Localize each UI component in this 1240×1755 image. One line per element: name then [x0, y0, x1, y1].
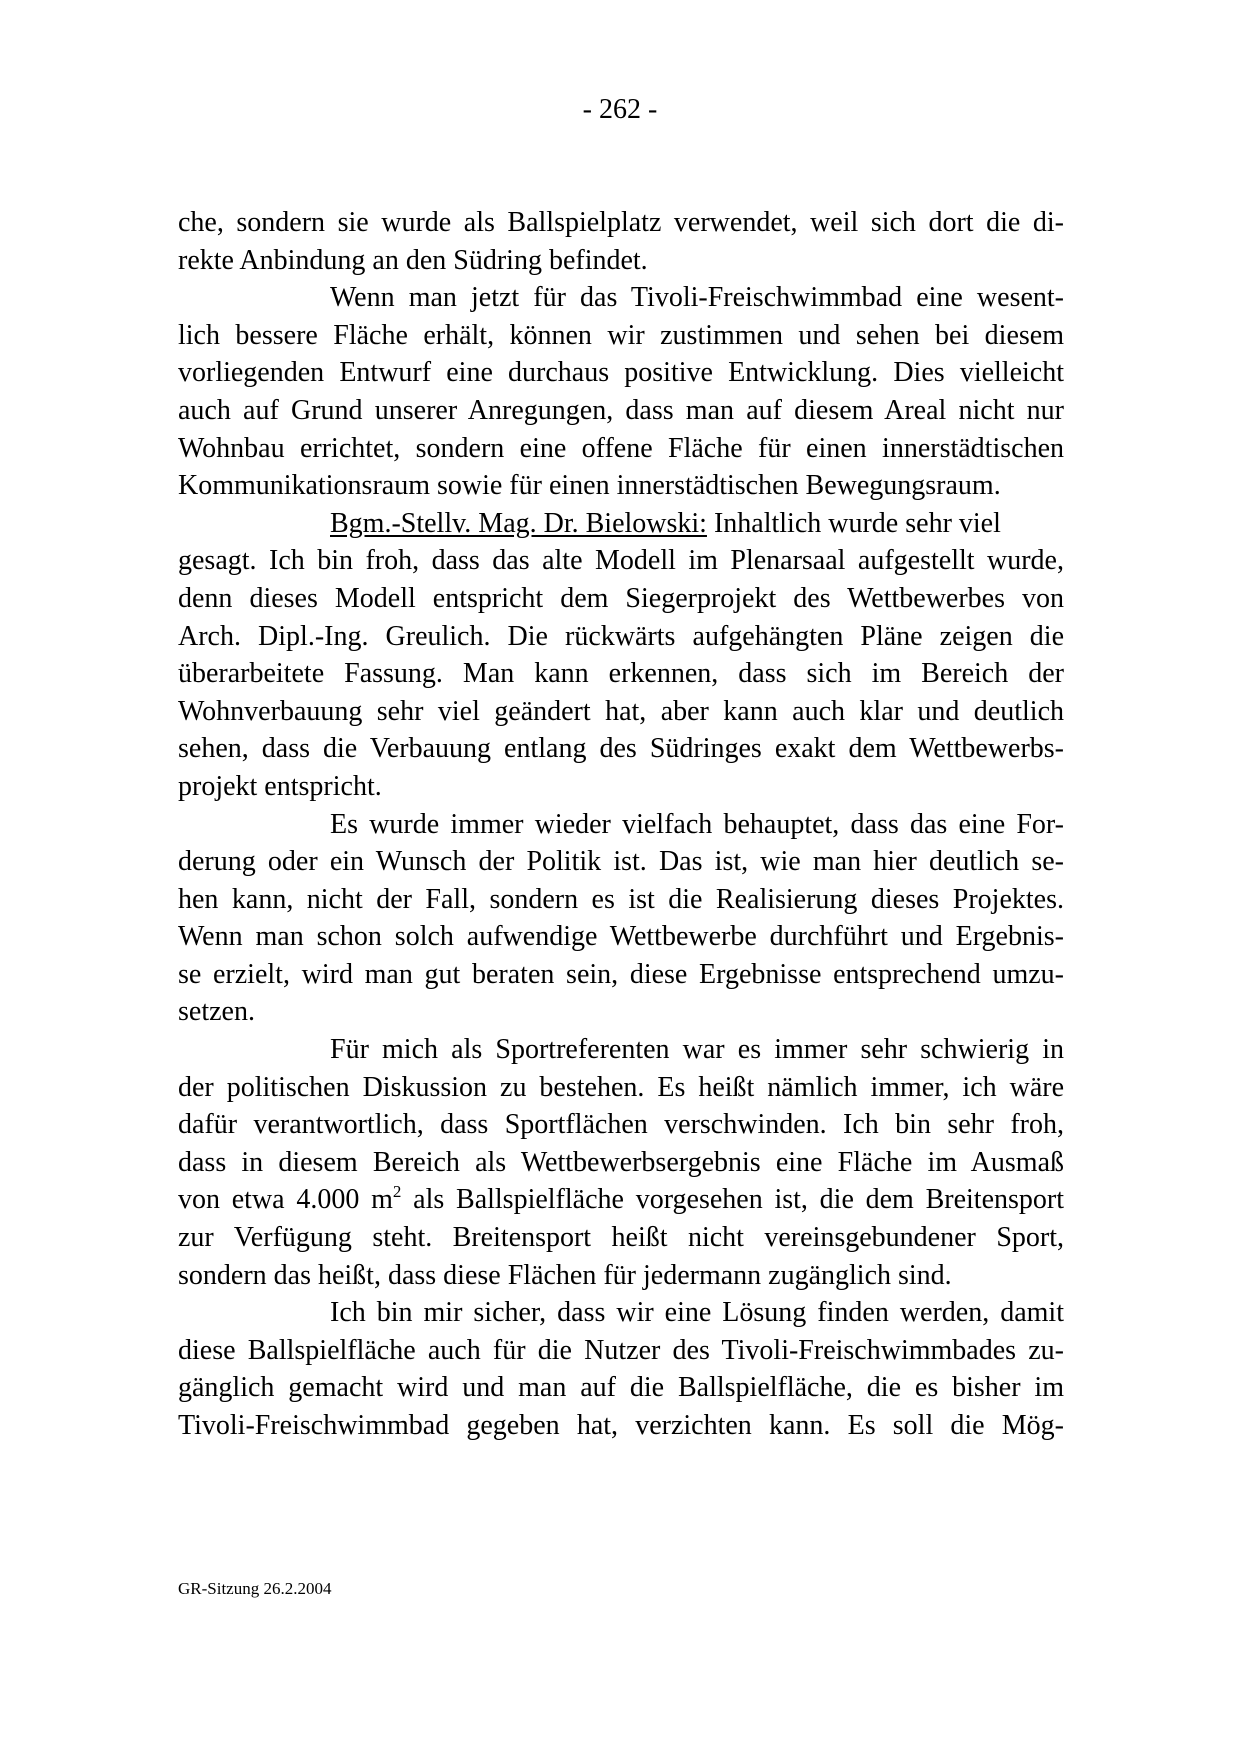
- text-line: Wohnbau errichtet, sondern eine offene Fläche für einen innerstädtischen: [178, 432, 1064, 464]
- text-line: Tivoli-Freischwimmbad gegeben hat, verzichten kann. Es soll die Mög-: [178, 1410, 1064, 1441]
- page-footer: GR-Sitzung 26.2.2004: [178, 1579, 332, 1598]
- text-line: dafür verantwortlich, dass Sportflächen verschwinden. Ich bin sehr froh,: [178, 1109, 1064, 1141]
- text-line: [178, 505, 1064, 543]
- text-line: Ich bin mir sicher, dass wir eine Lösung finden werden, damit: [330, 1297, 1064, 1329]
- text-span: Inhaltlich wurde sehr viel: [706, 507, 1001, 539]
- text-span: von etwa 4.000 m: [178, 1184, 393, 1216]
- text-line: denn dieses Modell entspricht dem Siegerprojekt des Wettbewerbes von: [178, 582, 1064, 614]
- text-line: diese Ballspielfläche auch für die Nutzer des Tivoli-Freischwimmbades zu-: [178, 1334, 1064, 1366]
- text-line: der politischen Diskussion zu bestehen. Es heißt nämlich immer, ich wäre: [178, 1071, 1064, 1103]
- text-line: lich bessere Fläche erhält, können wir zustimmen und sehen bei diesem: [178, 319, 1064, 351]
- page-number: - 262 -: [582, 94, 658, 125]
- text-line: sondern das heißt, dass diese Flächen für jedermann zugänglich sind.: [178, 1259, 952, 1291]
- text-line: Wenn man schon solch aufwendige Wettbewerbe durchführt und Ergebnis-: [178, 921, 1064, 953]
- superscript: 2: [392, 1182, 402, 1202]
- text-line: [178, 1181, 1064, 1219]
- text-line: Wenn man jetzt für das Tivoli-Freischwimmbad eine wesent-: [330, 282, 1064, 314]
- text-line: dass in diesem Bereich als Wettbewerbsergebnis eine Fläche im Ausmaß: [178, 1146, 1064, 1178]
- text-line: setzen.: [178, 996, 255, 1028]
- text-line: auch auf Grund unserer Anregungen, dass man auf diesem Areal nicht nur: [178, 394, 1064, 426]
- text-line: zur Verfügung steht. Breitensport heißt nicht vereinsgebundener Sport,: [178, 1222, 1064, 1254]
- text-line: hen kann, nicht der Fall, sondern es ist die Realisierung dieses Projektes.: [178, 883, 1064, 915]
- document-body: [178, 204, 1064, 1445]
- text-line: se erzielt, wird man gut beraten sein, diese Ergebnisse entsprechend umzu-: [178, 958, 1064, 990]
- text-line: Es wurde immer wieder vielfach behauptet, dass das eine For-: [330, 808, 1064, 840]
- text-line: überarbeitete Fassung. Man kann erkennen, dass sich im Bereich der: [178, 658, 1064, 690]
- text-line: derung oder ein Wunsch der Politik ist. Das ist, wie man hier deutlich se-: [178, 846, 1064, 878]
- text-line: gesagt. Ich bin froh, dass das alte Modell im Plenarsaal aufgestellt wurde,: [178, 545, 1064, 577]
- text-line: sehen, dass die Verbauung entlang des Südringes exakt dem Wettbewerbs-: [178, 733, 1064, 765]
- speaker-name: Bgm.-Stellv. Mag. Dr. Bielowski:: [330, 507, 707, 539]
- text-line: projekt entspricht.: [178, 770, 382, 802]
- text-line: gänglich gemacht wird und man auf die Ballspielfläche, die es bisher im: [178, 1372, 1064, 1404]
- text-line: rekte Anbindung an den Südring befindet.: [178, 244, 648, 276]
- text-span: als Ballspielfläche vorgesehen ist, die dem Breitensport: [401, 1184, 1064, 1216]
- text-line: Wohnverbauung sehr viel geändert hat, aber kann auch klar und deutlich: [178, 695, 1064, 727]
- text-line: Für mich als Sportreferenten war es immer sehr schwierig in: [330, 1034, 1064, 1066]
- text-line: Kommunikationsraum sowie für einen innerstädtischen Bewegungsraum.: [178, 470, 1001, 502]
- text-line: che, sondern sie wurde als Ballspielplatz verwendet, weil sich dort die di-: [178, 207, 1064, 238]
- text-line: vorliegenden Entwurf eine durchaus positive Entwicklung. Dies vielleicht: [178, 357, 1064, 389]
- text-line: Arch. Dipl.-Ing. Greulich. Die rückwärts aufgehängten Pläne zeigen die: [178, 620, 1064, 652]
